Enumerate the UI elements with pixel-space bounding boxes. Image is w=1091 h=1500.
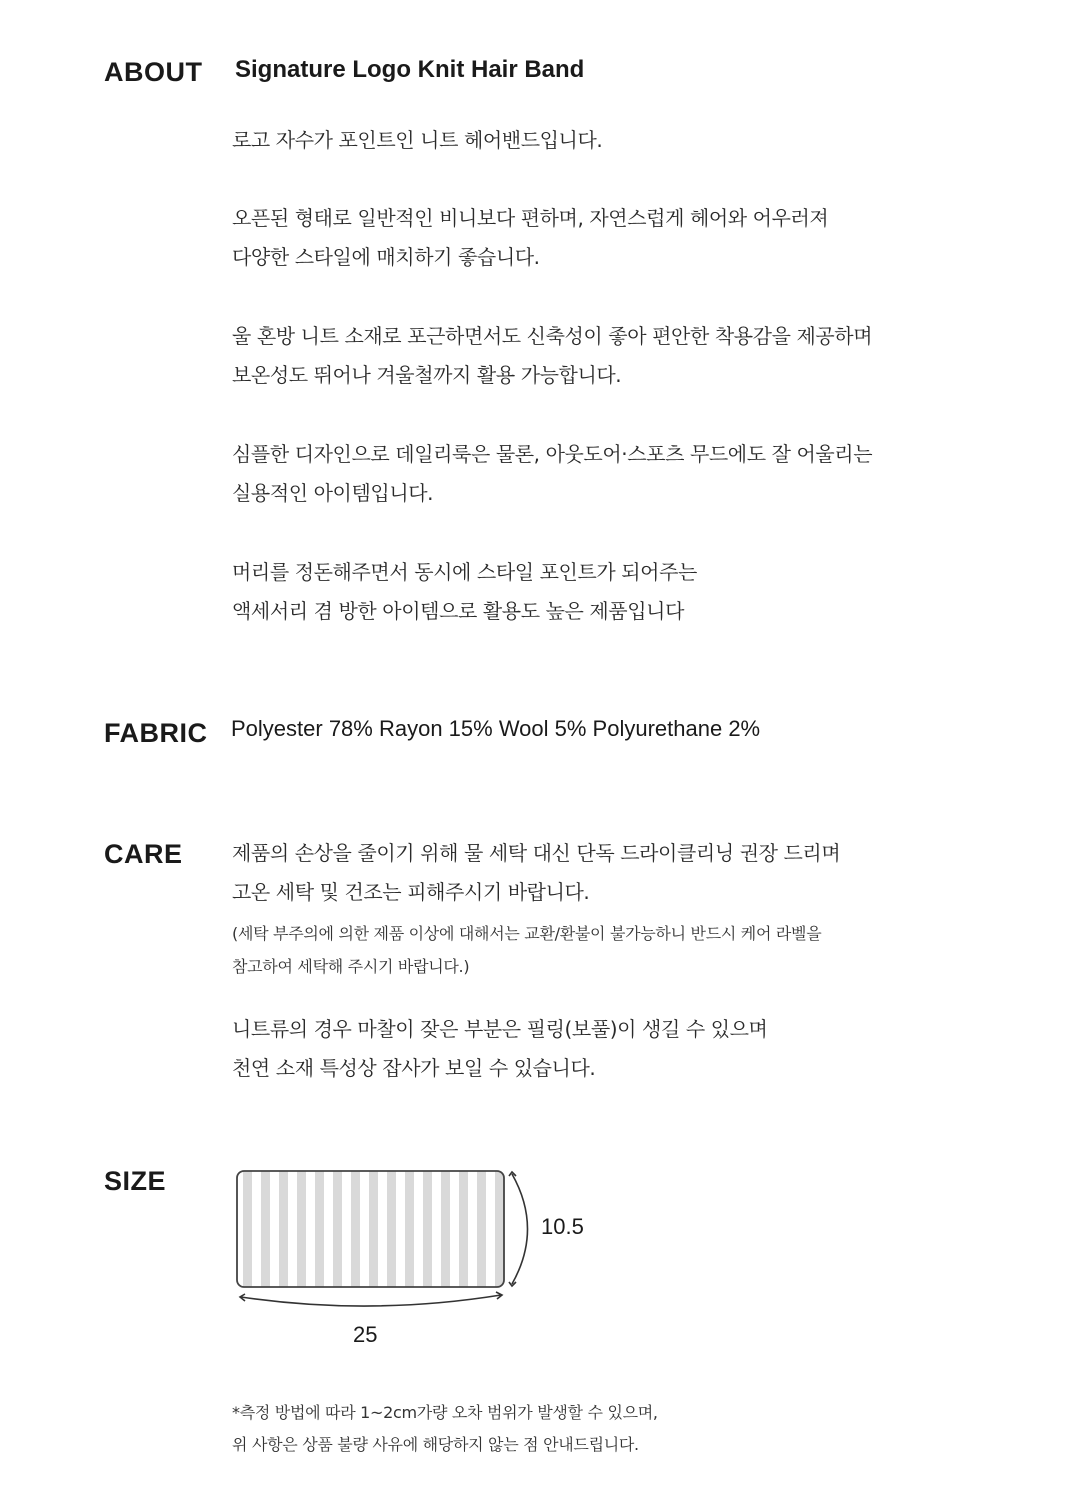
width-arc — [241, 1295, 501, 1306]
knit-stripe — [243, 1171, 252, 1287]
about-line: 오픈된 형태로 일반적인 비니보다 편하며, 자연스럽게 헤어와 어우러져 — [232, 206, 829, 230]
care-line: 제품의 손상을 줄이기 위해 물 세탁 대신 단독 드라이클리닝 권장 드리며 — [232, 841, 841, 865]
product-title: Signature Logo Knit Hair Band — [235, 56, 585, 83]
care-heading: CARE — [104, 839, 183, 869]
about-line: 로고 자수가 포인트인 니트 헤어밴드입니다. — [232, 128, 603, 152]
about-line: 머리를 정돈해주면서 동시에 스타일 포인트가 되어주는 — [232, 560, 697, 584]
knit-stripe — [351, 1171, 360, 1287]
knit-stripe — [495, 1171, 504, 1287]
care-line: 천연 소재 특성상 잡사가 보일 수 있습니다. — [232, 1056, 596, 1080]
knit-stripe — [333, 1171, 342, 1287]
knit-stripe — [261, 1171, 270, 1287]
care-pilling-text — [232, 1010, 767, 1088]
knit-stripe — [459, 1171, 468, 1287]
size-note-line: *측정 방법에 따라 1~2cm가량 오차 범위가 발생할 수 있으며, — [232, 1403, 658, 1422]
size-heading: SIZE — [104, 1166, 167, 1196]
fabric-heading: FABRIC — [104, 718, 208, 748]
care-line: 고온 세탁 및 건조는 피해주시기 바랍니다. — [232, 880, 590, 904]
about-paragraph-1 — [232, 121, 602, 160]
height-arc — [512, 1174, 528, 1284]
about-line: 심플한 디자인으로 데일리룩은 물론, 아웃도어·스포츠 무드에도 잘 어울리는 — [232, 442, 873, 466]
about-paragraph-4 — [232, 435, 872, 513]
hairband-stripes — [237, 1171, 504, 1287]
knit-stripe — [423, 1171, 432, 1287]
knit-stripe — [315, 1171, 324, 1287]
about-paragraph-3 — [232, 317, 872, 395]
care-line: 니트류의 경우 마찰이 잦은 부분은 필링(보풀)이 생길 수 있으며 — [232, 1017, 768, 1041]
about-line: 울 혼방 니트 소재로 포근하면서도 신축성이 좋아 편안한 착용감을 제공하며 — [232, 324, 873, 348]
knit-stripe — [387, 1171, 396, 1287]
size-width-label: 25 — [353, 1322, 378, 1347]
size-note — [232, 1397, 658, 1461]
size-note-line: 위 사항은 상품 불량 사유에 해당하지 않는 점 안내드립니다. — [232, 1435, 639, 1454]
about-paragraph-2 — [232, 199, 828, 277]
care-main-text — [232, 834, 840, 912]
knit-stripe — [369, 1171, 378, 1287]
hairband-size-diagram — [225, 1160, 545, 1310]
about-line: 다양한 스타일에 매치하기 좋습니다. — [232, 245, 540, 269]
knit-stripe — [405, 1171, 414, 1287]
about-line: 액세서리 겸 방한 아이템으로 활용도 높은 제품입니다 — [232, 599, 684, 623]
knit-stripe — [279, 1171, 288, 1287]
fabric-composition: Polyester 78% Rayon 15% Wool 5% Polyurethane 2% — [231, 716, 761, 741]
care-sub-line: 참고하여 세탁해 주시기 바랍니다.) — [232, 957, 470, 976]
care-sub-note — [232, 917, 821, 983]
about-paragraph-5 — [232, 553, 697, 631]
size-height-label: 10.5 — [541, 1214, 584, 1239]
about-heading: ABOUT — [104, 57, 203, 87]
knit-stripe — [297, 1171, 306, 1287]
knit-stripe — [441, 1171, 450, 1287]
about-line: 보온성도 뛰어나 겨울철까지 활용 가능합니다. — [232, 363, 622, 387]
about-line: 실용적인 아이템입니다. — [232, 481, 434, 505]
care-sub-line: (세탁 부주의에 의한 제품 이상에 대해서는 교환/환불이 불가능하니 반드시 케어 라벨을 — [232, 924, 822, 943]
knit-stripe — [477, 1171, 486, 1287]
